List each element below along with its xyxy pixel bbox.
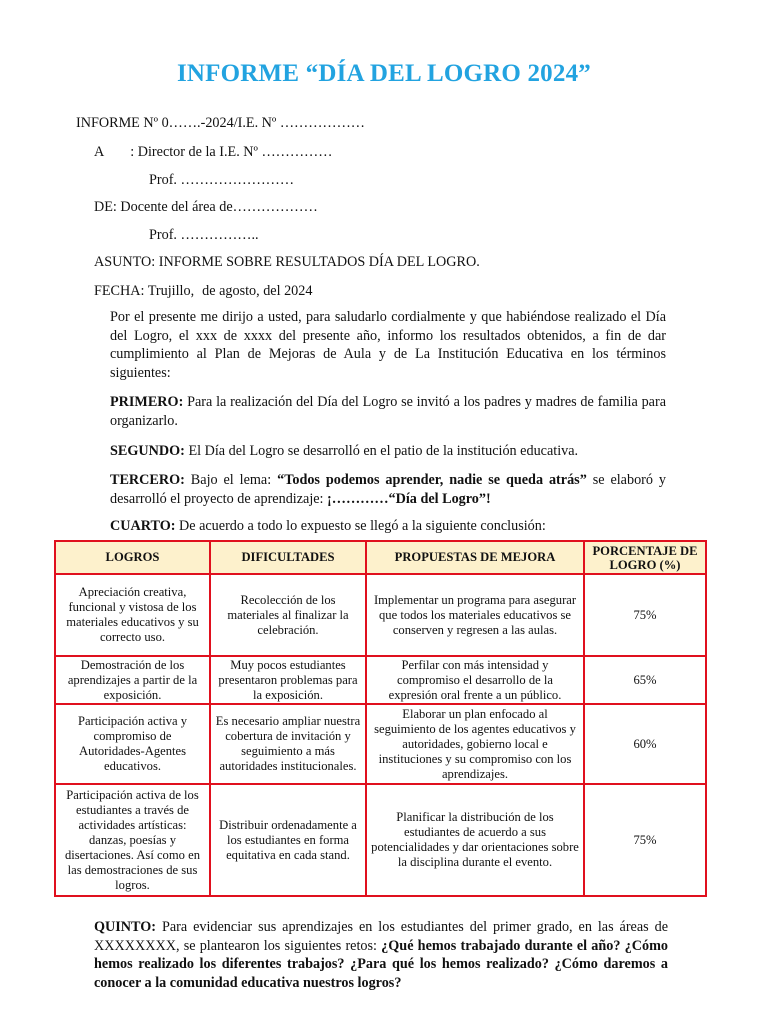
cell-logro: Participación activa de los estudiantes a través de actividades artísticas: danzas, poesías y disertaciones. Así como en las demostraciones de sus logros. [55, 784, 210, 896]
quinto-text: Para evidenciar sus aprendizajes en los estudiantes del primer grado, en las áreas de XXXXXXXX, se plantearon los siguientes retos: [94, 919, 668, 954]
recipient-value: : Director de la I.E. Nº …………… [130, 144, 333, 160]
cell-porcentaje: 60% [584, 704, 706, 784]
table-header-row [55, 541, 706, 574]
primero-paragraph [110, 393, 666, 430]
intro-paragraph: Por el presente me dirijo a usted, para saludarlo cordialmente y que habiéndose realizado el Día del Logro, el xxx de xxxx del presente año, informo los resultados obtenidos, a fin de dar cumplimiento al Plan de Mejoras de Aula y de La Institución Educativa en los términos siguientes: [110, 309, 666, 381]
cell-propuesta: Implementar un programa para asegurar que todos los materiales educativos se conserven y regresen a las aulas. [366, 574, 584, 656]
quinto-paragraph [94, 918, 668, 992]
cell-logro: Apreciación creativa, funcional y vistosa de los materiales educativos y su correcto uso. [55, 574, 210, 656]
document-title: INFORME “DÍA DEL LOGRO 2024” [177, 60, 591, 87]
tercero-motto: “Todos podemos aprender, nadie se queda atrás” [277, 472, 587, 488]
cell-dificultad: Muy pocos estudiantes presentaron problemas para la exposición. [210, 656, 366, 704]
primero-label: PRIMERO: [110, 394, 184, 410]
subject-line: ASUNTO: INFORME SOBRE RESULTADOS DÍA DEL LOGRO. [94, 254, 480, 270]
cell-porcentaje: 75% [584, 784, 706, 896]
tercero-text-2: se elaboró y desarrolló el proyecto de aprendizaje: [110, 472, 666, 507]
cuarto-paragraph [110, 517, 666, 536]
tercero-label: TERCERO: [110, 472, 185, 488]
cell-propuesta: Elaborar un plan enfocado al seguimiento de los agentes educativos y autoridades, gobierno local e instituciones y su compromiso con los aprendizajes. [366, 704, 584, 784]
quinto-questions: ¿Qué hemos trabajado durante el año? ¿Cómo hemos realizado los diferentes trabajos? ¿Para qué los hemos realizado? ¿Cómo daremos a conocer a la comunidad educativa nuestros logros? [94, 937, 668, 991]
table-row [55, 704, 706, 784]
quinto-label: QUINTO: [94, 919, 157, 935]
cell-dificultad: Es necesario ampliar nuestra cobertura de invitación y seguimiento a más autoridades institucionales. [210, 704, 366, 784]
table-row [55, 656, 706, 704]
tercero-text-1: Bajo el lema: [184, 472, 278, 488]
cuarto-label: CUARTO: [110, 518, 176, 534]
table-row [55, 574, 706, 656]
cell-logro: Participación activa y compromiso de Autoridades-Agentes educativos. [55, 704, 210, 784]
cell-dificultad: Distribuir ordenadamente a los estudiantes en forma equitativa en cada stand. [210, 784, 366, 896]
header-propuestas: PROPUESTAS DE MEJORA [366, 541, 584, 574]
recipient-label: A [94, 144, 105, 160]
informe-number: INFORME Nº 0…….-2024/I.E. Nº ……………… [76, 115, 365, 131]
table-row [55, 784, 706, 896]
sender-prof: Prof. …………….. [149, 227, 259, 243]
header-logros: LOGROS [55, 541, 210, 574]
cell-porcentaje: 75% [584, 574, 706, 656]
cell-propuesta: Perfilar con más intensidad y compromiso el desarrollo de la expresión oral frente a un público. [366, 656, 584, 704]
sender-line: DE: Docente del área de……………… [94, 199, 318, 215]
cell-logro: Demostración de los aprendizajes a partir de la exposición. [55, 656, 210, 704]
date-line [94, 283, 312, 300]
results-table [54, 540, 707, 897]
cell-dificultad: Recolección de los materiales al finalizar la celebración. [210, 574, 366, 656]
tercero-paragraph [110, 471, 666, 508]
segundo-text: El Día del Logro se desarrolló en el patio de la institución educativa. [184, 443, 579, 459]
recipient-prof: Prof. …………………… [149, 172, 295, 188]
segundo-paragraph [110, 442, 666, 461]
cuarto-text: De acuerdo a todo lo expuesto se llegó a la siguiente conclusión: [175, 518, 546, 534]
recipient-line [94, 144, 332, 161]
tercero-project: ¡…………“Día del Logro”! [327, 490, 491, 507]
cell-porcentaje: 65% [584, 656, 706, 704]
primero-text: Para la realización del Día del Logro se invitó a los padres y madres de familia para organizarlo. [110, 394, 666, 429]
header-porcentaje: PORCENTAJE DE LOGRO (%) [584, 541, 706, 574]
cell-propuesta: Planificar la distribución de los estudiantes de acuerdo a sus potencialidades y dar orientaciones sobre la disciplina durante el evento. [366, 784, 584, 896]
date-suffix: de agosto, del 2024 [202, 283, 313, 299]
segundo-label: SEGUNDO: [110, 443, 185, 459]
date-prefix: FECHA: Trujillo, [94, 283, 195, 299]
header-dificultades: DIFICULTADES [210, 541, 366, 574]
